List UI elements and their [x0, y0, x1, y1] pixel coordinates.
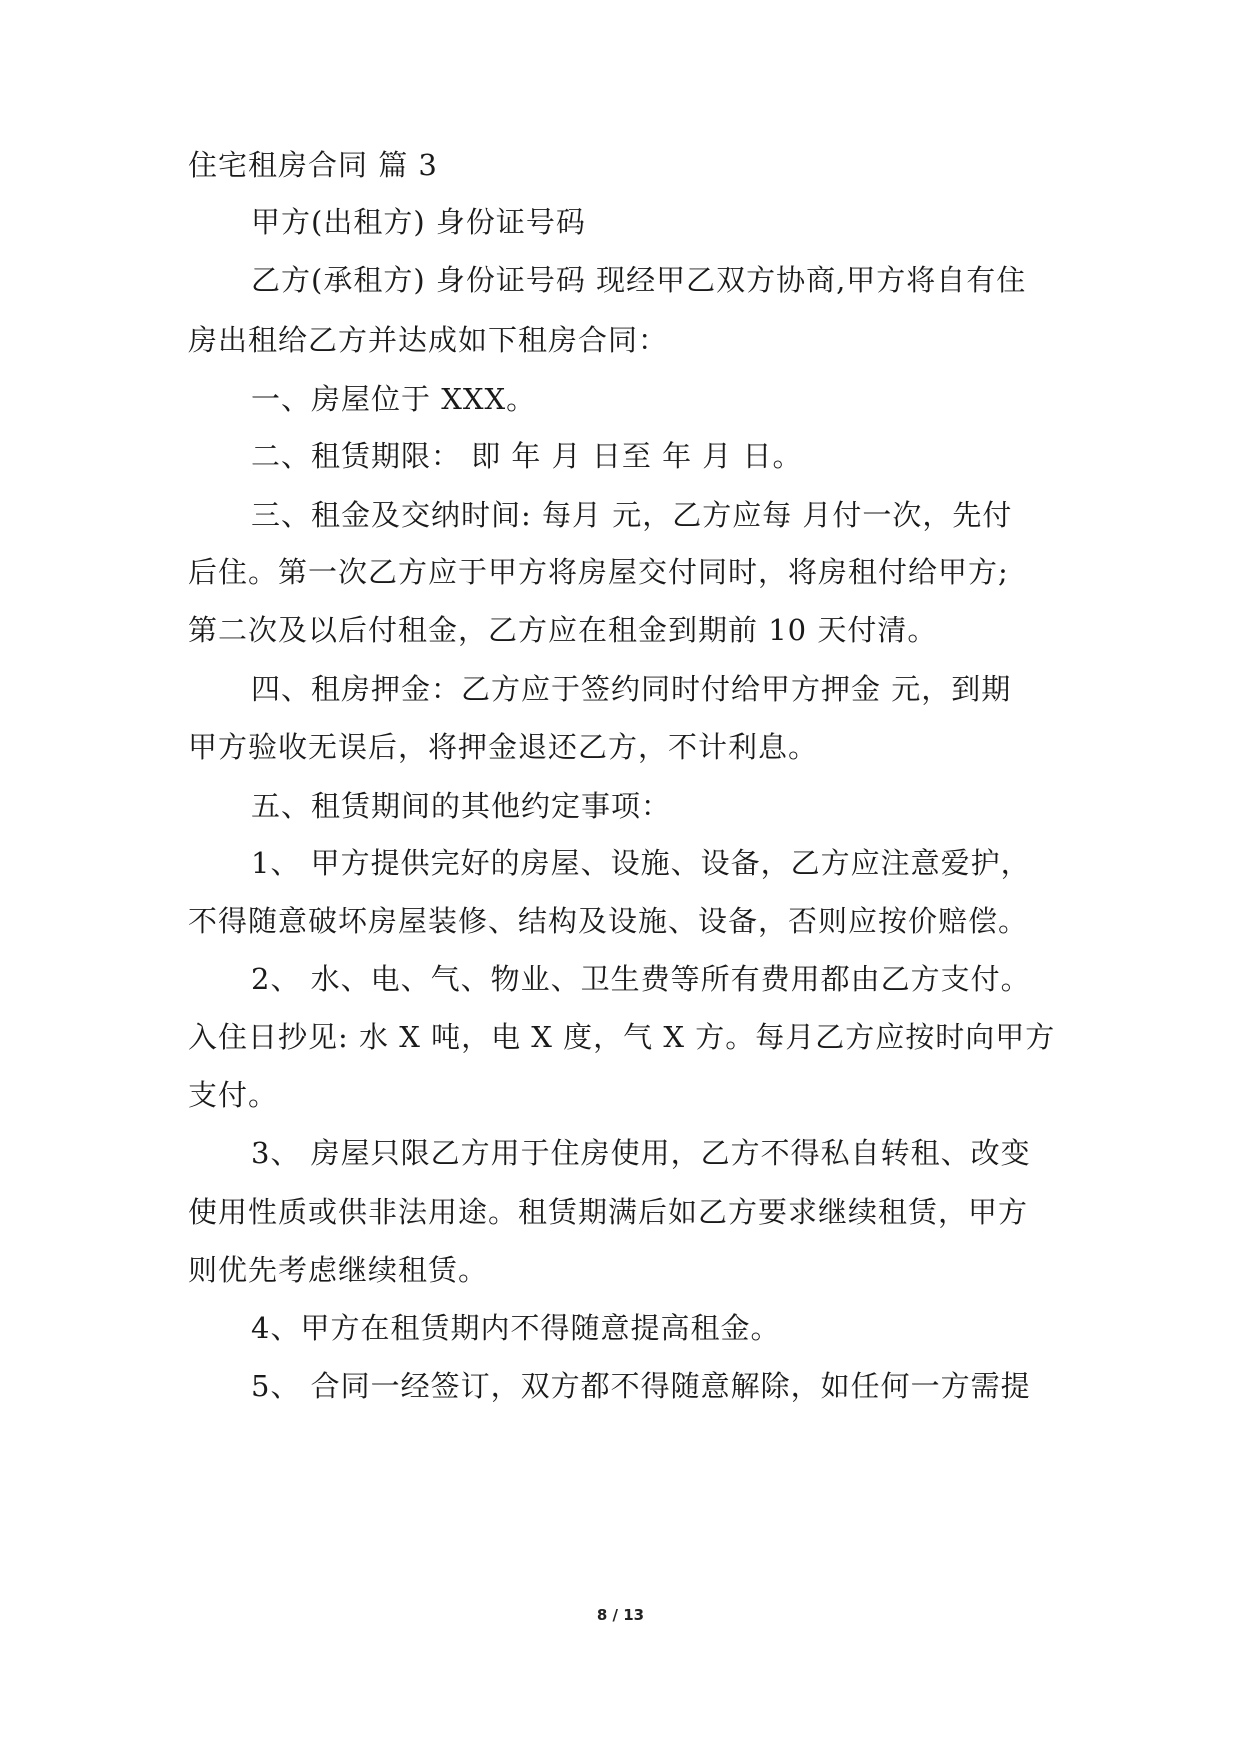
clause-3-line: 三、租金及交纳时间: 每月 元，乙方应每 月付一次，先付 — [251, 498, 1013, 532]
paragraph-line: 则优先考虑继续租赁。 — [188, 1253, 489, 1287]
paragraph-line: 入住日抄见: 水 X 吨，电 X 度，气 X 方。每月乙方应按时向甲方 — [188, 1020, 1056, 1054]
page-number: 8 / 13 — [596, 1606, 645, 1624]
clause-2-line: 二、租赁期限： 即 年 月 日至 年 月 日。 — [251, 439, 803, 473]
paragraph-line: 甲方验收无误后，将押金退还乙方，不计利息。 — [188, 730, 819, 764]
paragraph-line: 房出租给乙方并达成如下租房合同： — [188, 323, 669, 357]
paragraph-line: 后住。第一次乙方应于甲方将房屋交付同时，将房租付给甲方; — [188, 555, 1009, 589]
item-3-line: 3、 房屋只限乙方用于住房使用，乙方不得私自转租、改变 — [251, 1136, 1031, 1170]
document-title: 住宅租房合同 篇 3 — [188, 148, 438, 182]
party-b-line: 乙方(承租方) 身份证号码 现经甲乙双方协商,甲方将自有住 — [251, 263, 1027, 297]
paragraph-line: 不得随意破坏房屋装修、结构及设施、设备，否则应按价赔偿。 — [188, 904, 1029, 938]
item-4-line: 4、甲方在租赁期内不得随意提高租金。 — [251, 1311, 781, 1345]
paragraph-line: 第二次及以后付租金，乙方应在租金到期前 10 天付清。 — [188, 613, 938, 647]
party-a-line: 甲方(出租方) 身份证号码 — [251, 205, 586, 239]
clause-5-heading: 五、租赁期间的其他约定事项： — [251, 789, 672, 823]
item-2-line: 2、 水、电、气、物业、卫生费等所有费用都由乙方支付。 — [251, 962, 1031, 996]
paragraph-line: 支付。 — [188, 1078, 279, 1112]
item-5-line: 5、 合同一经签订，双方都不得随意解除，如任何一方需提 — [251, 1369, 1031, 1403]
item-1-line: 1、 甲方提供完好的房屋、设施、设备，乙方应注意爱护， — [251, 846, 1031, 880]
paragraph-line: 使用性质或供非法用途。租赁期满后如乙方要求继续租赁，甲方 — [188, 1195, 1029, 1229]
clause-1-line: 一、房屋位于 XXX。 — [251, 382, 537, 416]
clause-4-line: 四、租房押金：乙方应于签约同时付给甲方押金 元，到期 — [251, 672, 1012, 706]
